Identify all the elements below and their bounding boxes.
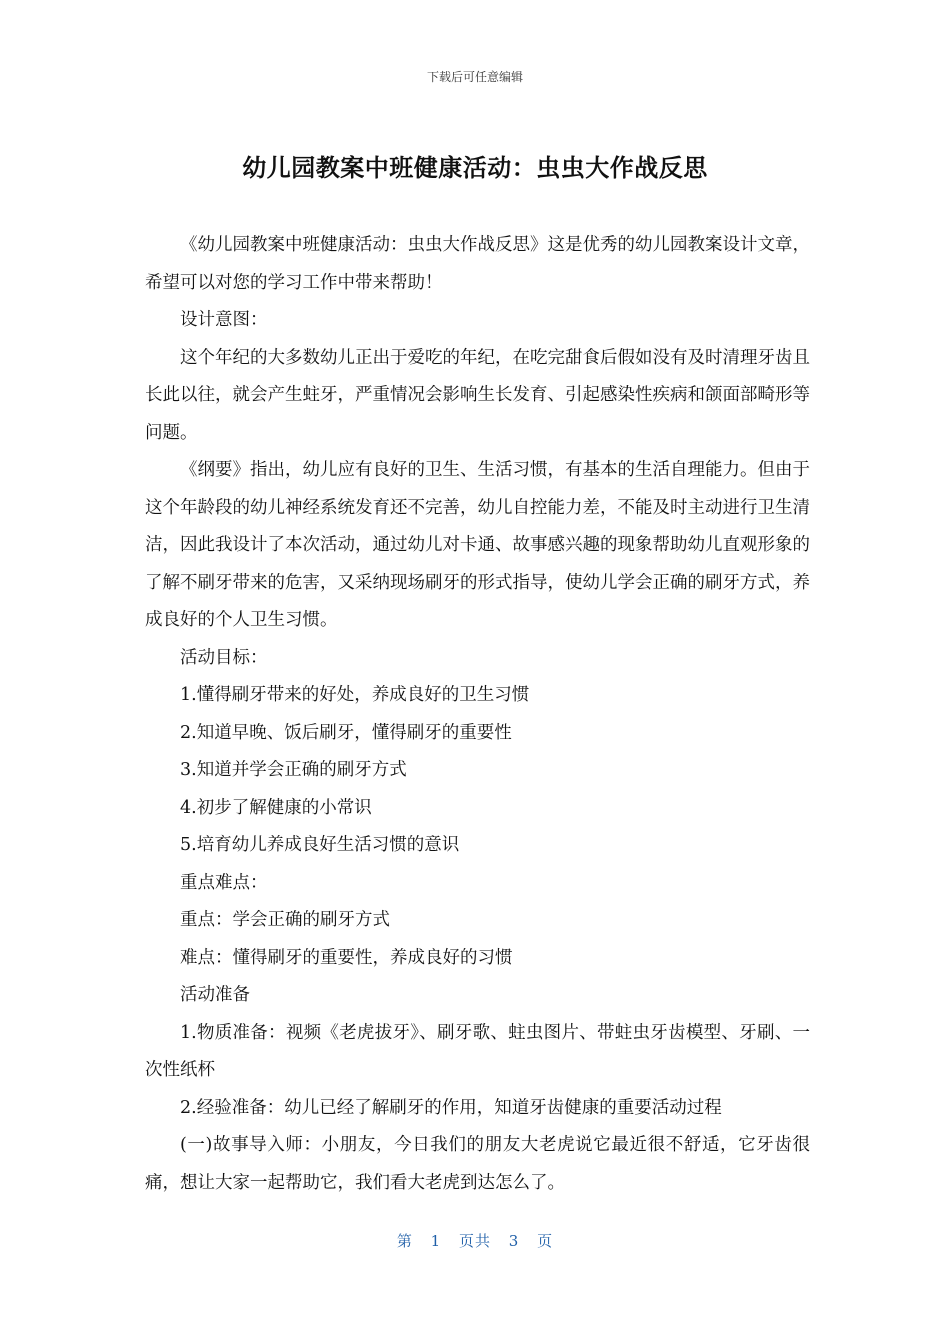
heading-design-intent: 设计意图：: [180, 310, 268, 330]
page-footer: [0, 1230, 950, 1251]
key-point: 重点：学会正确的刷牙方式: [180, 910, 390, 930]
difficult-point: 难点：懂得刷牙的重要性，养成良好的习惯: [180, 947, 513, 968]
paragraph-intro: 《幼儿园教案中班健康活动：虫虫大作战反思》这是优秀的幼儿园教案设计文章，希望可以对您的学习工作中带来帮助！: [145, 235, 810, 293]
footer-suffix: 页: [537, 1232, 554, 1250]
document-body: [145, 227, 810, 1202]
paragraph-design-intent: 这个年纪的大多数幼儿正出于爱吃的年纪，在吃完甜食后假如没有及时清理牙齿且长此以往，就会产生蛀牙，严重情况会影响生长发育、引起感染性疾病和颌面部畸形等问题。: [145, 347, 810, 443]
footer-prefix: 第: [396, 1232, 413, 1250]
heading-key-points: 重点难点：: [180, 872, 268, 893]
heading-activity-goals: 活动目标：: [180, 647, 268, 668]
goal-item-3: 3.知道并学会正确的刷牙方式: [180, 760, 407, 780]
preparation-item-2: 2.经验准备：幼儿已经了解刷牙的作用，知道牙齿健康的重要活动过程: [180, 1097, 722, 1118]
document-title: 幼儿园教案中班健康活动：虫虫大作战反思: [242, 154, 708, 182]
page-header-note: 下载后可任意编辑: [426, 70, 523, 84]
heading-preparation: 活动准备: [180, 985, 250, 1005]
goal-item-1: 1.懂得刷牙带来的好处，养成良好的卫生习惯: [180, 685, 530, 705]
goal-item-5: 5.培育幼儿养成良好生活习惯的意识: [180, 835, 460, 855]
goal-item-2: 2.知道早晚、饭后刷牙，懂得刷牙的重要性: [180, 722, 512, 743]
footer-total-pages: 3: [508, 1232, 520, 1250]
goal-item-4: 4.初步了解健康的小常识: [180, 797, 372, 818]
footer-page-number: 1: [430, 1232, 442, 1250]
preparation-item-1: 1.物质准备：视频《老虎拔牙》、刷牙歌、蛀虫图片、带蛀虫牙齿模型、牙刷、一次性纸杯: [145, 1022, 810, 1080]
paragraph-outline: 《纲要》指出，幼儿应有良好的卫生、生活习惯，有基本的生活自理能力。但由于这个年龄段的幼儿神经系统发育还不完善，幼儿自控能力差，不能及时主动进行卫生清洁，因此我设计了本次活动，通过幼儿对卡通、故事感兴趣的现象帮助幼儿直观形象的了解不刷牙带来的危害，又采纳现场刷牙的形式指导，使幼儿学会正确的刷牙方式，养成良好的个人卫生习惯。: [145, 460, 810, 630]
paragraph-story-intro: (一)故事导入师：小朋友，今日我们的朋友大老虎说它最近很不舒适，它牙齿很痛，想让大家一起帮助它，我们看大老虎到达怎么了。: [145, 1135, 810, 1193]
footer-middle: 页共: [458, 1232, 491, 1250]
